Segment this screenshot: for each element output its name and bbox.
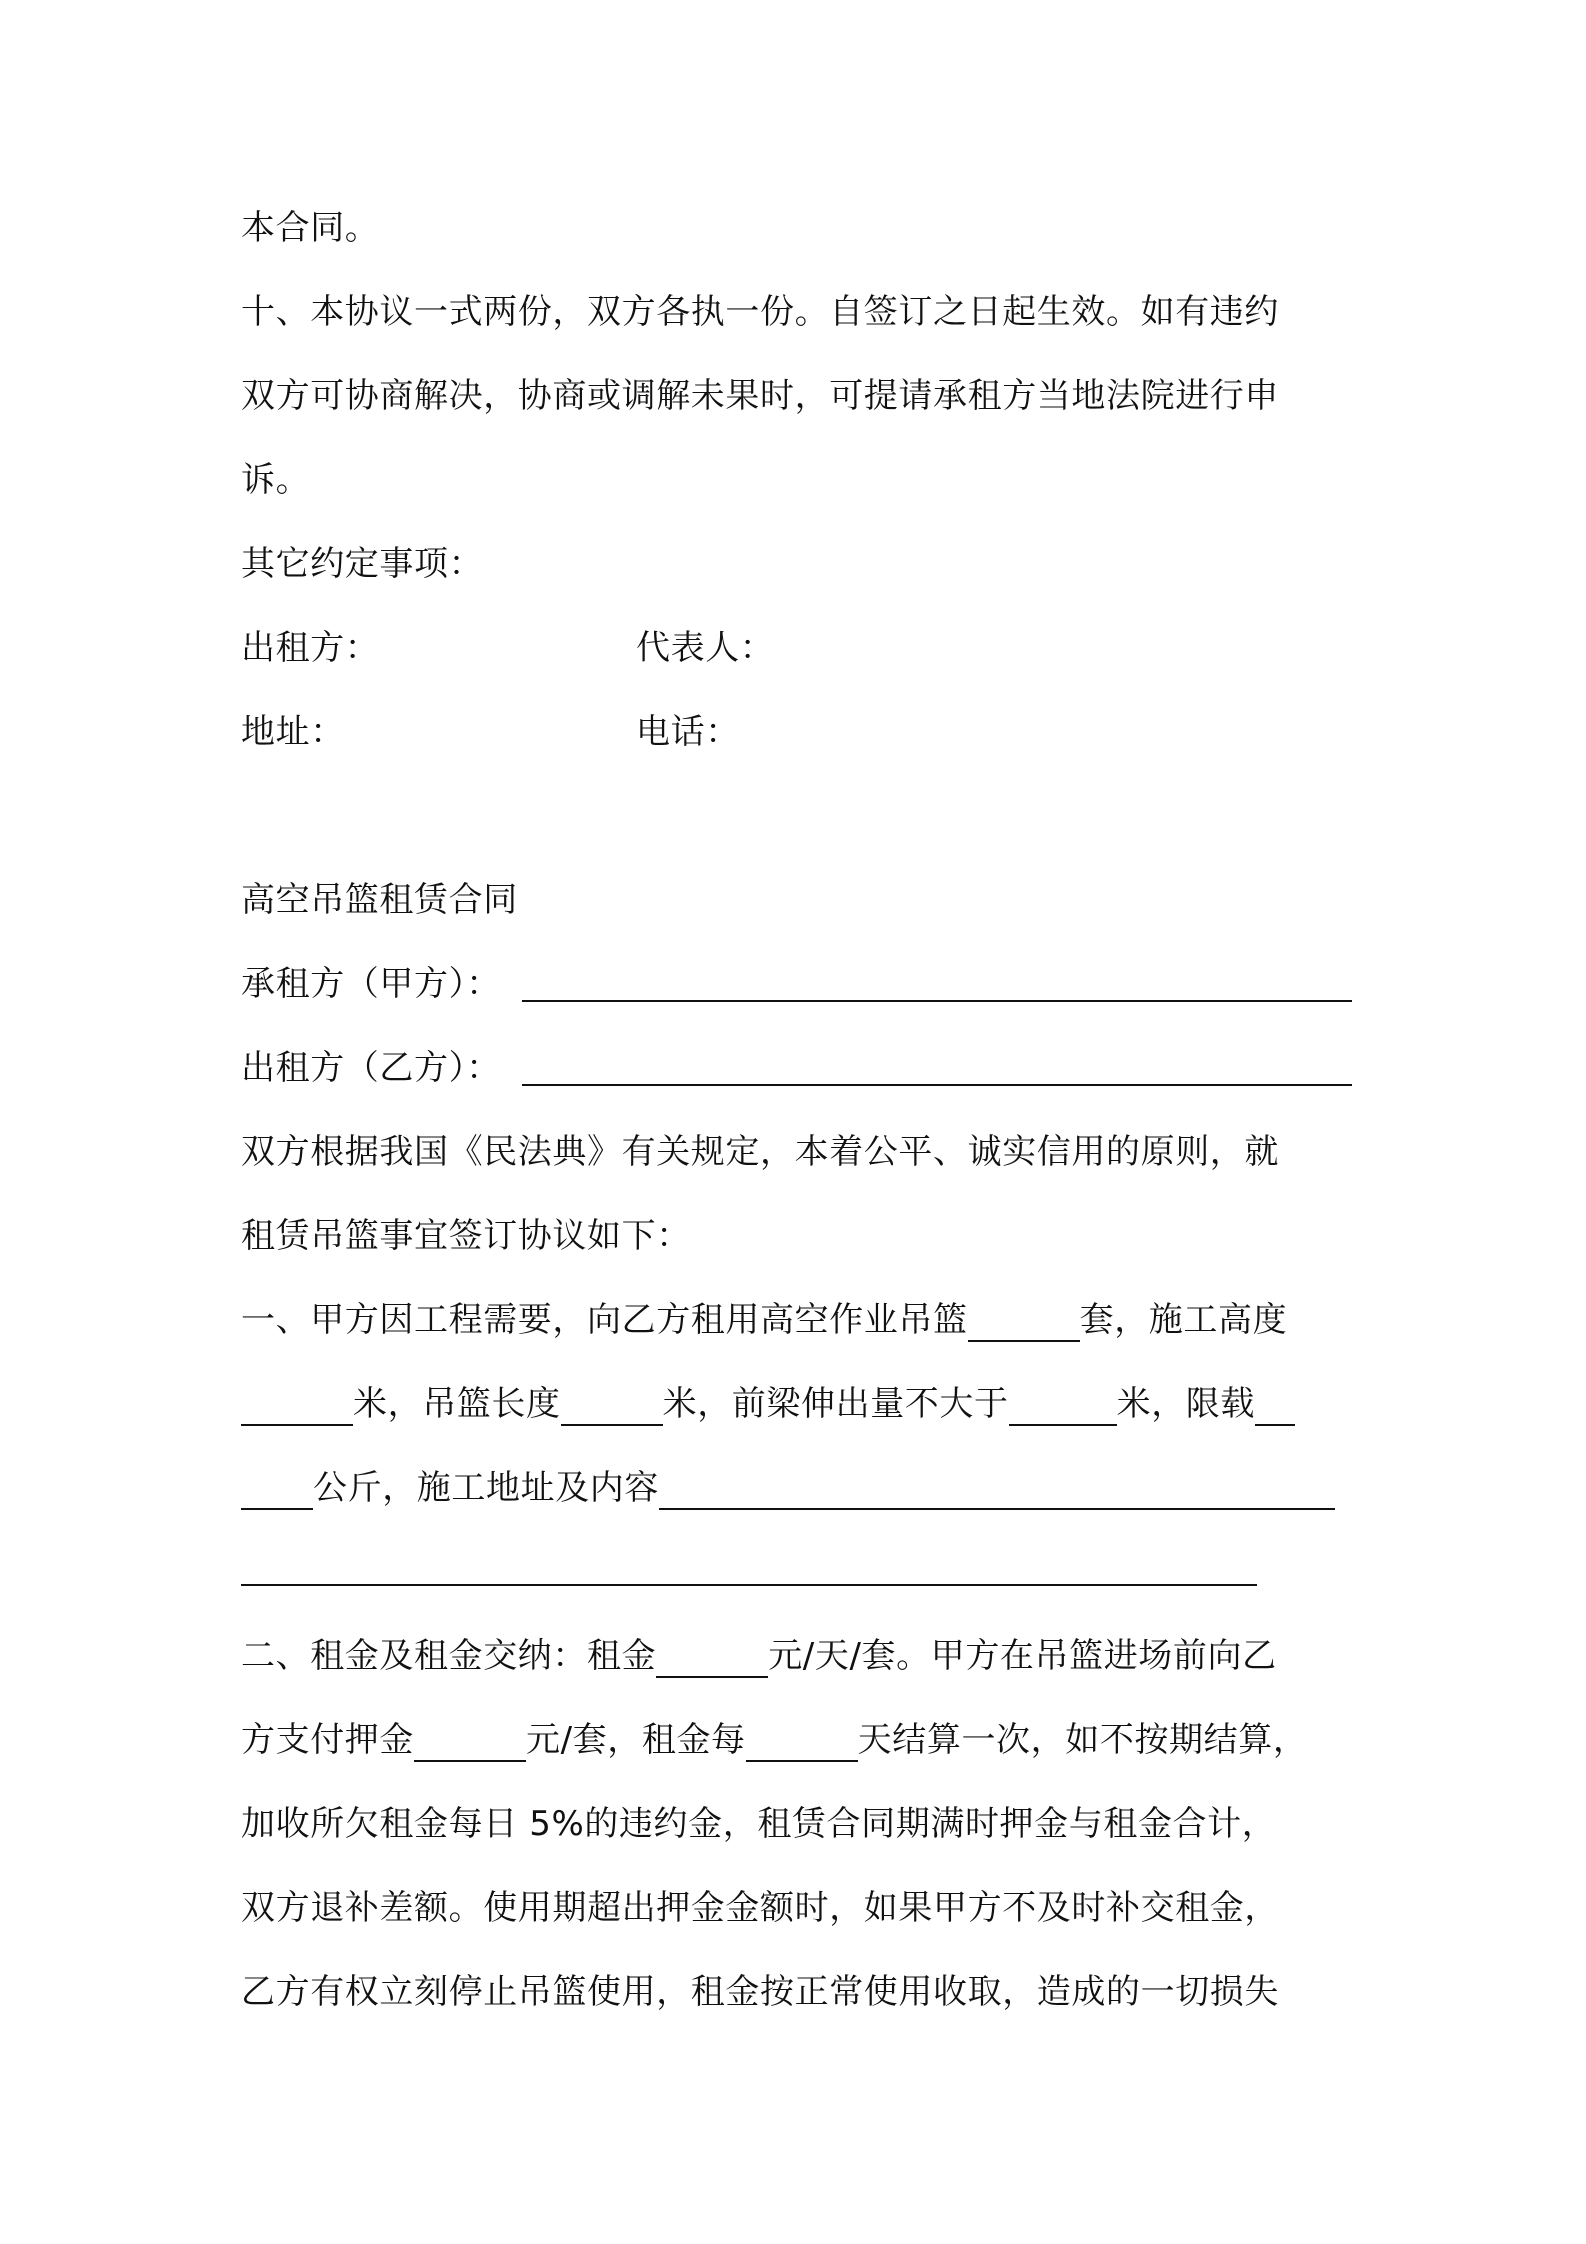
clause-1-text-d: 米，前梁伸出量不大于 (662, 1384, 1009, 1424)
representative-label: 代表人： (636, 628, 775, 668)
clause-1-text-f: 公斤，施工地址及内容 (313, 1468, 659, 1508)
clause-2-line-5: 乙方有权立刻停止吊篮使用，租金按正常使用收取，造成的一切损失 (241, 1972, 1279, 2012)
preamble-line-1: 双方根据我国《民法典》有关规定，本着公平、诚实信用的原则，就 (241, 1132, 1279, 1172)
clause-2-line-2 (241, 1718, 1307, 1762)
party-a-blank-line (522, 1000, 1352, 1002)
clause-10-line-3: 诉。 (241, 460, 311, 500)
clause-2-text-b: 元/天/套。甲方在吊篮进场前向乙 (768, 1636, 1277, 1676)
clause-2-text-c: 方支付押金 (241, 1720, 414, 1760)
clause-2-text-d: 元/套，租金每 (526, 1720, 746, 1760)
party-b-label: 出租方（乙方）： (241, 1048, 501, 1088)
load-blank-end (241, 1472, 313, 1510)
site-content-blank (659, 1472, 1335, 1510)
clause-10-line-1: 十、本协议一式两份，双方各执一份。自签订之日起生效。如有违约 (241, 292, 1279, 332)
clause-1-line-1 (241, 1298, 1287, 1342)
other-matters-label: 其它约定事项： (241, 544, 484, 584)
clause-2-line-1 (241, 1634, 1277, 1678)
address-label: 地址： (241, 712, 345, 752)
lessor-signature-row (241, 626, 1141, 670)
clause-2-text-e: 天结算一次，如不按期结算， (857, 1720, 1308, 1760)
lessor-label: 出租方： (241, 628, 380, 668)
preamble-line-2: 租赁吊篮事宜签订协议如下： (241, 1216, 691, 1256)
contract-ending-line: 本合同。 (241, 208, 380, 248)
clause-1-text-b: 套，施工高度 (1079, 1300, 1288, 1340)
party-b-blank-line (522, 1084, 1352, 1086)
clause-1-text-e: 米，限载 (1116, 1384, 1256, 1424)
clause-2-line-3: 加收所欠租金每日 5%的违约金，租赁合同期满时押金与租金合计， (241, 1804, 1277, 1844)
load-blank-start (1255, 1388, 1295, 1426)
clause-1-text-a: 一、甲方因工程需要，向乙方租用高空作业吊篮 (241, 1300, 968, 1340)
clause-1-line-2 (241, 1382, 1295, 1426)
settlement-days-blank (746, 1724, 858, 1762)
sets-blank (968, 1304, 1080, 1342)
clause-1-line-3 (241, 1466, 1335, 1510)
deposit-blank (414, 1724, 526, 1762)
rent-blank (656, 1640, 768, 1678)
clause-2-line-4: 双方退补差额。使用期超出押金金额时，如果甲方不及时补交租金， (241, 1888, 1279, 1928)
party-a-label: 承租方（甲方）： (241, 964, 501, 1004)
address-phone-row (241, 710, 1141, 754)
overhang-blank (1009, 1388, 1117, 1426)
clause-1-text-c: 米，吊篮长度 (353, 1384, 561, 1424)
phone-label: 电话： (636, 712, 740, 752)
clause-2-text-a: 二、租金及租金交纳：租金 (241, 1636, 657, 1676)
height-blank (241, 1388, 353, 1426)
contract-title: 高空吊篮租赁合同 (241, 880, 518, 920)
clause-10-line-2: 双方可协商解决，协商或调解未果时，可提请承租方当地法院进行申 (241, 376, 1279, 416)
site-content-blank-line-2 (241, 1584, 1257, 1586)
length-blank (561, 1388, 663, 1426)
